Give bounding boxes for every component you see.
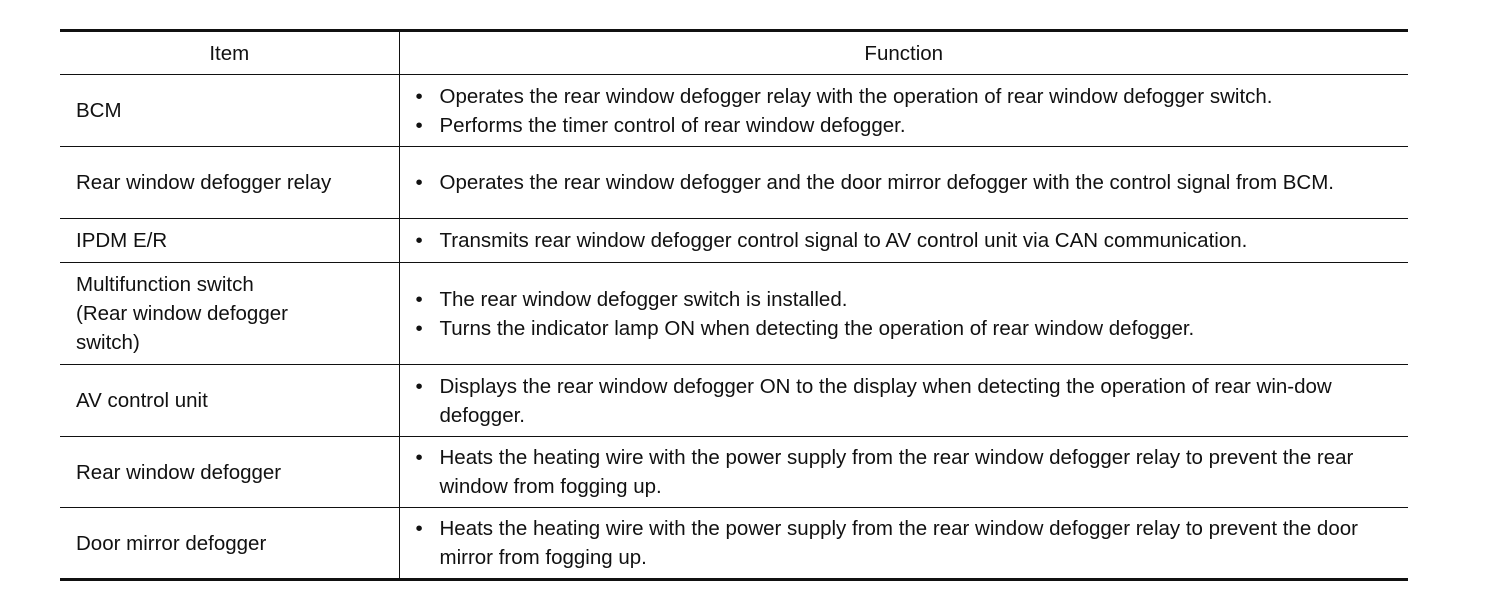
function-list [416,372,1399,430]
function-bullet: • The rear window defogger switch is installed. [416,285,1399,314]
table-row [60,365,1408,437]
table-row [60,508,1408,580]
function-cell [399,75,1408,147]
item-label: Rear window defogger relay [76,171,332,194]
item-label: Rear window defogger [76,460,282,484]
component-function-table [60,29,1408,581]
function-bullet: • Operates the rear window defogger and the door mirror defogger with the control signal from BCM. [416,168,1399,197]
table-row [60,263,1408,365]
function-cell [399,263,1408,365]
function-bullet: • Performs the timer control of rear window defogger. [416,111,1399,140]
item-cell [60,75,399,147]
column-header-function: Function [399,31,1408,75]
function-bullet: • Operates the rear window defogger relay with the operation of rear window defogger switch. [416,82,1399,111]
item-label: BCM [76,99,122,122]
table-row [60,437,1408,508]
function-cell [399,147,1408,219]
item-label: Door mirror defogger [76,531,267,555]
table-row [60,147,1408,219]
item-cell [60,365,399,437]
table-header-row [60,31,1408,75]
item-label: AV control unit [76,389,208,412]
function-cell [399,219,1408,263]
function-bullet: • Heats the heating wire with the power supply from the rear window defogger relay to prevent the rear window from fogging up. [416,443,1399,501]
function-cell [399,437,1408,508]
function-bullet: • Transmits rear window defogger control signal to AV control unit via CAN communication. [416,226,1399,255]
function-list [416,514,1399,572]
item-label: IPDM E/R [76,229,168,252]
function-cell [399,508,1408,580]
function-list [416,285,1399,343]
item-cell [60,147,399,219]
table-row [60,219,1408,263]
item-cell [60,508,399,580]
table-row [60,75,1408,147]
function-list [416,443,1399,501]
function-bullet: • Displays the rear window defogger ON to the display when detecting the operation of rear win-dow defogger. [416,372,1399,430]
item-cell [60,263,399,365]
column-header-item: Item [60,31,399,75]
function-list [416,226,1399,255]
function-cell [399,365,1408,437]
item-cell [60,219,399,263]
function-bullet: • Heats the heating wire with the power supply from the rear window defogger relay to prevent the door mirror from fogging up. [416,514,1399,572]
item-label: Multifunction switch (Rear window defogger switch) [76,273,288,354]
item-cell [60,437,399,508]
function-bullet: • Turns the indicator lamp ON when detecting the operation of rear window defogger. [416,314,1399,343]
function-list [416,168,1399,197]
function-list [416,82,1399,140]
